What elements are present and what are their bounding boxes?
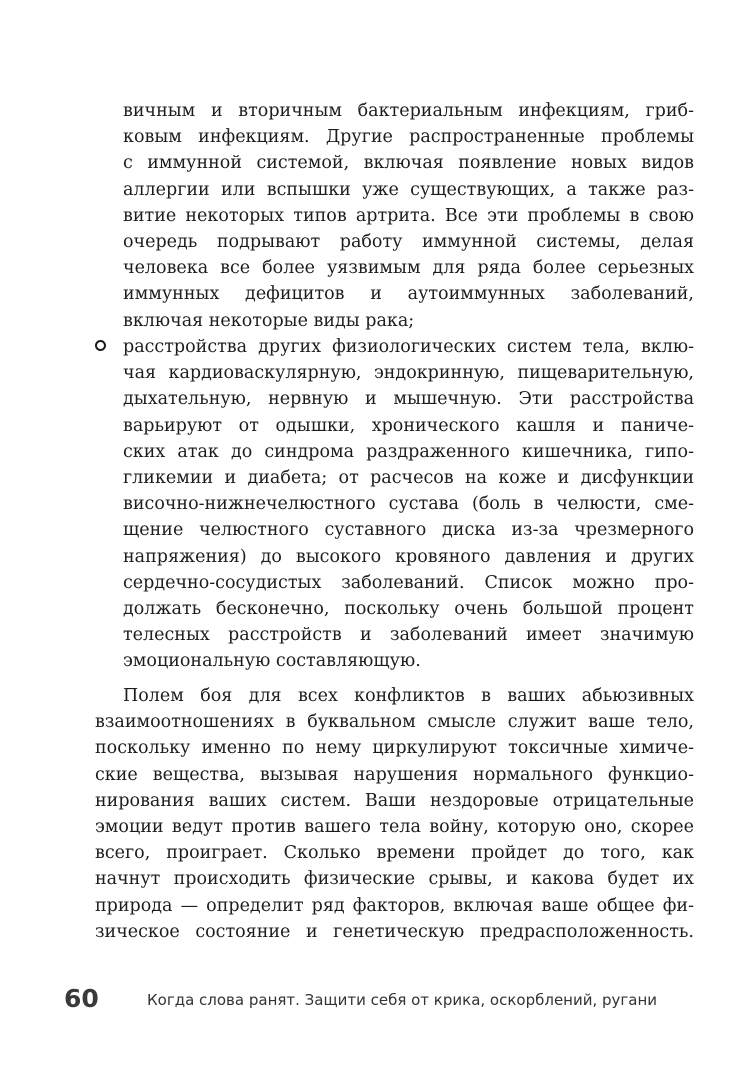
text-line: сердечно-сосудистых заболеваний. Список можно про- (123, 572, 694, 593)
circle-bullet-icon (95, 340, 106, 351)
text-line: щение челюстного суставного диска из-за чрезмерного (123, 520, 694, 541)
text-line: варьируют от одышки, хронического кашля и паниче- (123, 415, 694, 436)
text-line: взаимоотношениях в буквальном смысле служит ваше тело, (95, 712, 694, 733)
page-footer (0, 982, 735, 1022)
text-line: очередь подрывают работу иммунной системы, делая (123, 231, 694, 252)
text-line: человека все более уязвимым для ряда более серьезных (123, 258, 694, 279)
text-line: височно-нижнечелюстного сустава (боль в челюсти, сме- (123, 494, 694, 515)
text-line: чая кардиоваскулярную, эндокринную, пищеварительную, (123, 363, 694, 384)
list-item-physiological-disorders (123, 334, 694, 674)
text-line: включая некоторые виды рака; (123, 310, 415, 331)
text-line: иммунных дефицитов и аутоиммунных заболеваний, (123, 284, 694, 305)
text-line: должать бесконечно, поскольку очень большой процент (123, 598, 694, 619)
text-line: ковым инфекциям. Другие распространенные проблемы (123, 127, 694, 148)
text-line: аллергии или вспышки уже существующих, а также раз- (123, 179, 694, 200)
text-line: вичным и вторичным бактериальным инфекциям, гриб- (123, 101, 694, 121)
running-title: Когда слова ранят. Защити себя от крика, оскорблений, ругани (147, 991, 658, 1009)
text-line: с иммунной системой, включая появление новых видов (123, 153, 694, 174)
text-line: ские вещества, вызывая нарушения нормального функцио- (95, 764, 694, 785)
text-line: начнут происходить физические срывы, и какова будет их (95, 869, 694, 890)
text-line: эмоциональную составляющую. (123, 651, 421, 672)
text-line: природа — определит ряд факторов, включая ваше общее фи- (95, 895, 694, 916)
text-line: витие некоторых типов артрита. Все эти проблемы в свою (123, 205, 694, 226)
list-item-continuation (123, 98, 694, 334)
text-line: телесных расстройств и заболеваний имеет значимую (123, 625, 694, 646)
text-line: Полем боя для всех конфликтов в ваших абьюзивных (123, 686, 694, 706)
text-line: расстройства других физиологических систем тела, вклю- (123, 337, 694, 357)
body-paragraph (95, 683, 694, 945)
text-line: дыхательную, нервную и мышечную. Эти расстройства (123, 389, 694, 410)
page-number: 60 (64, 984, 99, 1013)
text-line: эмоции ведут против вашего тела войну, которую оно, скорее (95, 816, 694, 837)
text-line: зическое состояние и генетическую предрасположенность. (95, 921, 694, 942)
text-line: поскольку именно по нему циркулируют токсичные химиче- (95, 738, 694, 759)
text-line: всего, проиграет. Сколько времени пройдет до того, как (95, 843, 694, 864)
text-line: ских атак до синдрома раздраженного кишечника, гипо- (123, 441, 694, 462)
text-line: нирования ваших систем. Ваши нездоровые отрицательные (95, 790, 694, 811)
text-line: напряжения) до высокого кровяного давления и других (123, 546, 694, 567)
text-line: гликемии и диабета; от расчесов на коже и дисфункции (123, 467, 694, 488)
